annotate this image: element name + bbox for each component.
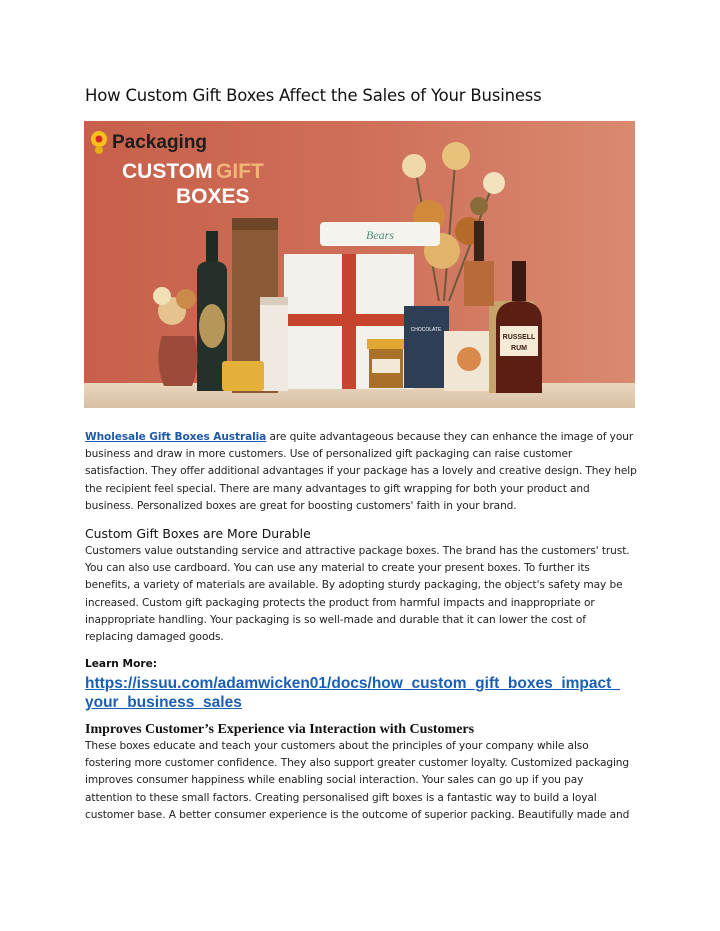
learn-more-label: Learn More: <box>85 658 158 670</box>
chocolate-box <box>404 306 449 388</box>
logo-text: Packaging <box>112 132 208 153</box>
intro-paragraph <box>85 429 637 515</box>
small-tin <box>222 361 264 391</box>
bears-cracker <box>320 222 440 246</box>
intro-line-2: business and draw in more customers. Use of personalized gift packaging can raise customer <box>85 448 573 461</box>
hero-image <box>84 121 635 408</box>
learn-more-url-line-1[interactable]: https://issuu.com/adamwicken01/docs/how_custom_gift_boxes_impact_ <box>85 675 620 692</box>
intro-line-1: are quite advantageous because they can enhance the image of your <box>269 431 634 443</box>
section1-line-5: inappropriate handling. Your packaging is so well-made and durable that it can lower the cost of <box>85 613 586 626</box>
hero-headline-gift: GIFT <box>216 160 264 183</box>
section1-line-6: replacing damaged goods. <box>85 631 224 644</box>
section1-line-1: Customers value outstanding service and attractive package boxes. The brand has the customers' trust. <box>85 545 630 557</box>
intro-line-5: business. Personalized boxes are great for boosting customers' faith in your brand. <box>85 499 517 512</box>
rum-label-1: RUSSELL <box>502 334 536 341</box>
hero-headline-custom: CUSTOM <box>122 160 213 183</box>
learn-more-link[interactable] <box>85 674 637 712</box>
section1-line-4: increased. Custom gift packaging protects the product from harmful impacts and inappropriate or <box>85 596 595 609</box>
section2-line-2: fostering more customer confidence. They also support greater customer loyalty. Customized packaging <box>85 757 630 770</box>
candle-jar <box>260 301 288 391</box>
section1-line-3: benefits, a variety of materials are available. By adopting sturdy packaging, the object's safety may be <box>85 579 623 592</box>
section2-line-3: improves consumer happiness while enabling social interaction. Your sales can go up if you pay <box>85 774 584 787</box>
section2-line-5: customer base. A better consumer experience is the outcome of superior packing. Beautifully made and <box>85 808 630 821</box>
section2-line-1: These boxes educate and teach your customers about the principles of your company while also <box>85 740 589 752</box>
hero-headline-boxes: BOXES <box>176 185 250 208</box>
intro-line-4: the recipient feel special. There are many advantages to gift wrapping for both your product and <box>85 482 590 495</box>
rum-label-2: RUM <box>511 345 527 352</box>
section-heading-experience: Improves Customer’s Experience via Interaction with Customers <box>85 722 475 737</box>
wholesale-gift-boxes-link[interactable]: Wholesale Gift Boxes Australia <box>85 431 267 443</box>
section-heading-durable: Custom Gift Boxes are More Durable <box>85 526 311 541</box>
page-title: How Custom Gift Boxes Affect the Sales of Your Business <box>85 86 542 105</box>
section1-line-2: You can also use cardboard. You can use any material to create your present boxes. To further its <box>85 562 590 575</box>
section2-paragraph <box>85 738 637 824</box>
honey-jar <box>367 339 405 388</box>
intro-line-3: satisfaction. They offer additional advantages if your package has a lovely and creative design. They help <box>85 465 637 478</box>
chocolate-label: CHOCOLATE <box>410 327 442 333</box>
learn-more-url-line-2[interactable]: your_business_sales <box>85 694 242 711</box>
section1-paragraph <box>85 543 637 646</box>
section2-line-4: attention to these small factors. Creating personalised gift boxes is a fantastic way to build a loyal <box>85 791 597 804</box>
bears-label: Bears <box>366 228 394 242</box>
